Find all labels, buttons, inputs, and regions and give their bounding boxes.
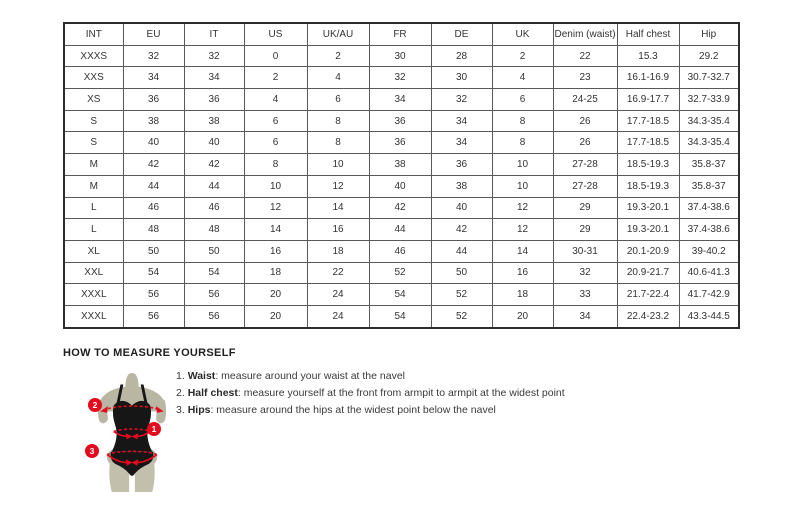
size-cell: 18 [492, 284, 553, 306]
table-row [64, 240, 739, 262]
table-row [64, 132, 739, 154]
size-cell: 20 [492, 305, 553, 327]
size-cell: XXXL [64, 284, 123, 306]
size-cell: 29 [553, 219, 617, 241]
size-cell: 36 [123, 89, 184, 111]
hips-marker-badge: 3 [85, 444, 99, 458]
size-cell: S [64, 132, 123, 154]
size-cell: 20.9-21.7 [617, 262, 679, 284]
step-number: 1. [176, 370, 188, 382]
size-cell: 2 [492, 45, 553, 67]
size-cell: 38 [123, 110, 184, 132]
size-cell: 52 [369, 262, 431, 284]
size-cell: 27-28 [553, 154, 617, 176]
size-cell: XXL [64, 262, 123, 284]
size-cell: 34 [369, 89, 431, 111]
size-cell: 34 [184, 67, 244, 89]
step-number: 3. [176, 404, 188, 416]
measure-step [176, 370, 565, 382]
size-cell: 24 [307, 284, 369, 306]
size-cell: 36 [184, 89, 244, 111]
size-cell: M [64, 154, 123, 176]
size-cell: L [64, 219, 123, 241]
size-cell: 50 [184, 240, 244, 262]
size-cell: 4 [307, 67, 369, 89]
size-cell: 4 [492, 67, 553, 89]
column-header-de: DE [431, 23, 492, 45]
size-cell: 27-28 [553, 175, 617, 197]
size-cell: 19.3-20.1 [617, 197, 679, 219]
column-header-fr: FR [369, 23, 431, 45]
size-cell: 42 [431, 219, 492, 241]
measure-step [176, 387, 565, 399]
size-cell: 42 [184, 154, 244, 176]
size-cell: 32 [184, 45, 244, 67]
size-cell: 32 [369, 67, 431, 89]
size-cell: 41.7-42.9 [679, 284, 739, 306]
size-cell: 42 [123, 154, 184, 176]
step-number: 2. [176, 387, 188, 399]
size-cell: S [64, 110, 123, 132]
size-cell: 29 [553, 197, 617, 219]
table-row [64, 175, 739, 197]
size-cell: 8 [244, 154, 307, 176]
size-cell: 38 [431, 175, 492, 197]
size-cell: 6 [307, 89, 369, 111]
size-cell: 34 [123, 67, 184, 89]
size-cell: 40 [123, 132, 184, 154]
size-cell: 2 [244, 67, 307, 89]
size-cell: 36 [369, 132, 431, 154]
size-cell: 18 [307, 240, 369, 262]
size-cell: 44 [184, 175, 244, 197]
size-cell: 20 [244, 284, 307, 306]
size-cell: 34.3-35.4 [679, 110, 739, 132]
size-chart-table [63, 22, 740, 329]
size-cell: XXS [64, 67, 123, 89]
size-cell: 14 [307, 197, 369, 219]
size-cell: 15.3 [617, 45, 679, 67]
size-cell: 22 [553, 45, 617, 67]
size-cell: 6 [244, 132, 307, 154]
size-cell: 38 [184, 110, 244, 132]
size-cell: 46 [184, 197, 244, 219]
size-cell: 30.7-32.7 [679, 67, 739, 89]
size-cell: 10 [307, 154, 369, 176]
size-cell: 16.9-17.7 [617, 89, 679, 111]
step-label: Waist [187, 370, 216, 382]
size-cell: 54 [184, 262, 244, 284]
table-row [64, 110, 739, 132]
size-cell: 40 [369, 175, 431, 197]
size-cell: 22 [307, 262, 369, 284]
size-cell: 54 [123, 262, 184, 284]
table-row [64, 45, 739, 67]
size-cell: 34.3-35.4 [679, 132, 739, 154]
size-cell: 34 [431, 110, 492, 132]
table-row [64, 89, 739, 111]
size-cell: 10 [492, 154, 553, 176]
size-cell: 36 [431, 154, 492, 176]
size-cell: 40.6-41.3 [679, 262, 739, 284]
table-row [64, 67, 739, 89]
size-table-body [64, 45, 739, 327]
size-cell: 16 [307, 219, 369, 241]
size-cell: 18.5-19.3 [617, 154, 679, 176]
size-cell: 12 [492, 197, 553, 219]
size-cell: 22.4-23.2 [617, 305, 679, 327]
column-header-denim: Denim (waist) [553, 23, 617, 45]
size-cell: 10 [492, 175, 553, 197]
size-cell: 14 [244, 219, 307, 241]
size-cell: XXXL [64, 305, 123, 327]
chest-marker-badge: 2 [88, 398, 102, 412]
measure-steps [176, 370, 565, 421]
size-cell: 46 [369, 240, 431, 262]
size-cell: 28 [431, 45, 492, 67]
step-text: : measure around the hips at the widest point below the navel [210, 404, 496, 416]
size-cell: 44 [369, 219, 431, 241]
size-cell: 39-40.2 [679, 240, 739, 262]
size-cell: 34 [431, 132, 492, 154]
size-cell: 48 [123, 219, 184, 241]
table-header-row [64, 23, 739, 45]
size-cell: 0 [244, 45, 307, 67]
column-header-hip: Hip [679, 23, 739, 45]
size-cell: 24-25 [553, 89, 617, 111]
size-cell: 56 [123, 305, 184, 327]
table-row [64, 154, 739, 176]
size-cell: 16.1-16.9 [617, 67, 679, 89]
size-cell: 40 [431, 197, 492, 219]
camisole-body [112, 401, 152, 452]
size-cell: XL [64, 240, 123, 262]
size-cell: 54 [369, 305, 431, 327]
size-cell: 26 [553, 132, 617, 154]
size-cell: 56 [123, 284, 184, 306]
size-cell: XXXS [64, 45, 123, 67]
size-cell: 20.1-20.9 [617, 240, 679, 262]
size-cell: 37.4-38.6 [679, 197, 739, 219]
size-cell: 8 [492, 110, 553, 132]
size-cell: 32.7-33.9 [679, 89, 739, 111]
size-cell: 16 [492, 262, 553, 284]
size-cell: 54 [369, 284, 431, 306]
size-cell: 33 [553, 284, 617, 306]
table-row [64, 219, 739, 241]
size-cell: 46 [123, 197, 184, 219]
size-cell: 17.7-18.5 [617, 110, 679, 132]
size-cell: 23 [553, 67, 617, 89]
size-cell: 52 [431, 284, 492, 306]
step-text: : measure yourself at the front from armpit to armpit at the widest point [237, 387, 565, 399]
size-cell: 44 [431, 240, 492, 262]
size-cell: 35.8-37 [679, 154, 739, 176]
size-cell: 32 [123, 45, 184, 67]
size-cell: 18.5-19.3 [617, 175, 679, 197]
size-cell: 32 [431, 89, 492, 111]
size-cell: 52 [431, 305, 492, 327]
size-cell: 37.4-38.6 [679, 219, 739, 241]
measure-step [176, 404, 565, 416]
size-cell: 30 [369, 45, 431, 67]
size-cell: 14 [492, 240, 553, 262]
size-cell: 24 [307, 305, 369, 327]
table-row [64, 284, 739, 306]
column-header-half-chest: Half chest [617, 23, 679, 45]
waist-marker-badge: 1 [147, 422, 161, 436]
size-cell: 30 [431, 67, 492, 89]
size-cell: 35.8-37 [679, 175, 739, 197]
size-cell: 40 [184, 132, 244, 154]
size-cell: 10 [244, 175, 307, 197]
step-label: Half chest [187, 387, 238, 399]
size-cell: 2 [307, 45, 369, 67]
column-header-int: INT [64, 23, 123, 45]
size-cell: 17.7-18.5 [617, 132, 679, 154]
column-header-uk: UK [492, 23, 553, 45]
mannequin-illustration [84, 371, 180, 494]
measurement-figure [84, 371, 180, 494]
size-cell: 8 [307, 110, 369, 132]
size-cell: 48 [184, 219, 244, 241]
size-cell: 32 [553, 262, 617, 284]
size-cell: 50 [431, 262, 492, 284]
size-cell: L [64, 197, 123, 219]
table-row [64, 305, 739, 327]
size-cell: 6 [492, 89, 553, 111]
size-cell: 6 [244, 110, 307, 132]
table-row [64, 197, 739, 219]
size-cell: 34 [553, 305, 617, 327]
size-cell: 19.3-20.1 [617, 219, 679, 241]
step-text: : measure around your waist at the navel [215, 370, 405, 382]
size-cell: 38 [369, 154, 431, 176]
measure-section-title: HOW TO MEASURE YOURSELF [63, 347, 236, 359]
size-cell: 56 [184, 305, 244, 327]
size-cell: 43.3-44.5 [679, 305, 739, 327]
column-header-it: IT [184, 23, 244, 45]
size-cell: 50 [123, 240, 184, 262]
size-cell: 12 [307, 175, 369, 197]
column-header-eu: EU [123, 23, 184, 45]
size-cell: 20 [244, 305, 307, 327]
size-cell: 26 [553, 110, 617, 132]
size-cell: 21.7-22.4 [617, 284, 679, 306]
size-cell: 16 [244, 240, 307, 262]
size-cell: 18 [244, 262, 307, 284]
size-cell: 42 [369, 197, 431, 219]
size-cell: 36 [369, 110, 431, 132]
step-label: Hips [187, 404, 211, 416]
size-cell: 4 [244, 89, 307, 111]
column-header-us: US [244, 23, 307, 45]
size-cell: XS [64, 89, 123, 111]
size-cell: 30-31 [553, 240, 617, 262]
size-cell: 29.2 [679, 45, 739, 67]
size-cell: 12 [492, 219, 553, 241]
size-cell: 8 [492, 132, 553, 154]
size-cell: 44 [123, 175, 184, 197]
column-header-uk-au: UK/AU [307, 23, 369, 45]
size-cell: 12 [244, 197, 307, 219]
size-cell: M [64, 175, 123, 197]
size-cell: 8 [307, 132, 369, 154]
table-row [64, 262, 739, 284]
size-cell: 56 [184, 284, 244, 306]
